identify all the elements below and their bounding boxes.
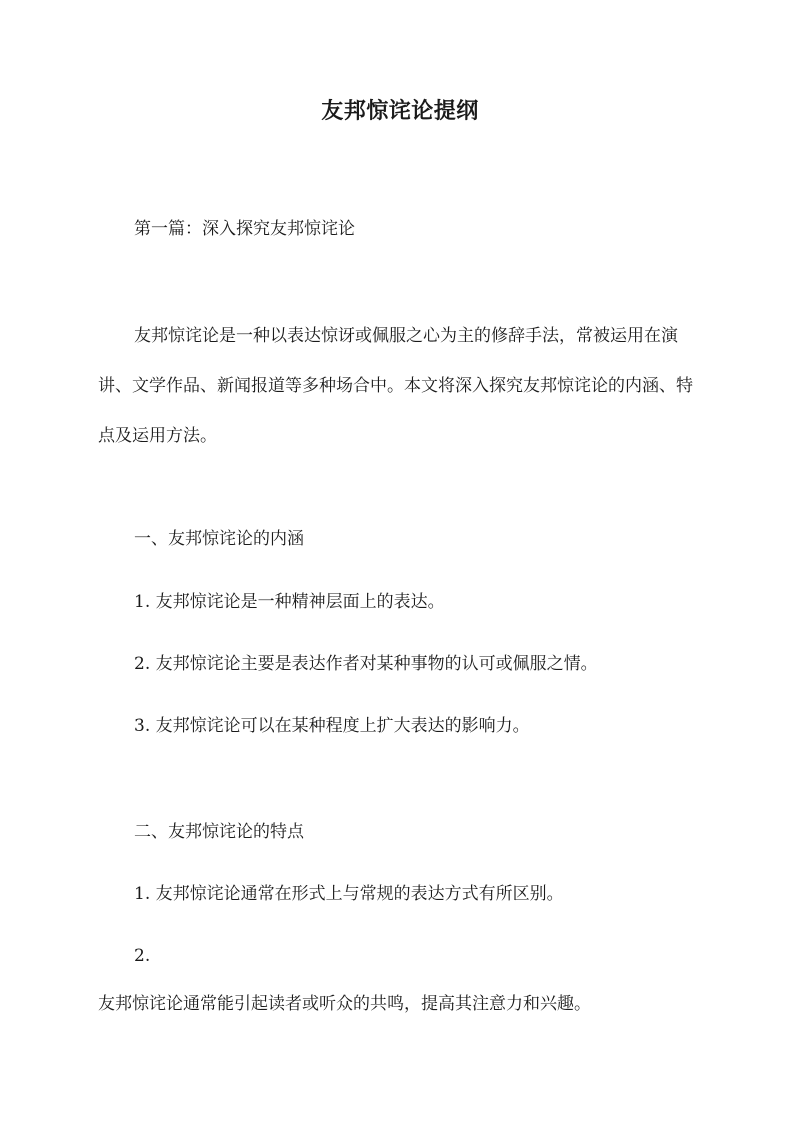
list-item: 3. 友邦惊诧论可以在某种程度上扩大表达的影响力。 (134, 716, 530, 736)
list-item: 1. 友邦惊诧论是一种精神层面上的表达。 (134, 592, 445, 612)
section-heading-1: 一、友邦惊诧论的内涵 (134, 529, 304, 549)
list-item: 2. (134, 946, 151, 966)
list-item-continuation: 友邦惊诧论通常能引起读者或听众的共鸣，提高其注意力和兴趣。 (98, 994, 591, 1014)
section-heading-2: 二、友邦惊诧论的特点 (134, 822, 304, 842)
intro-paragraph: 友邦惊诧论是一种以表达惊讶或佩服之心为主的修辞手法，常被运用在演讲、文学作品、新闻报道等多种场合中。本文将深入探究友邦惊诧论的内涵、特点及运用方法。 (98, 326, 693, 446)
chapter-heading: 第一篇：深入探究友邦惊诧论 (134, 219, 355, 239)
list-item: 2. 友邦惊诧论主要是表达作者对某种事物的认可或佩服之情。 (134, 654, 598, 674)
list-item: 1. 友邦惊诧论通常在形式上与常规的表达方式有所区别。 (134, 884, 564, 904)
document-title: 友邦惊诧论提纲 (321, 98, 479, 124)
